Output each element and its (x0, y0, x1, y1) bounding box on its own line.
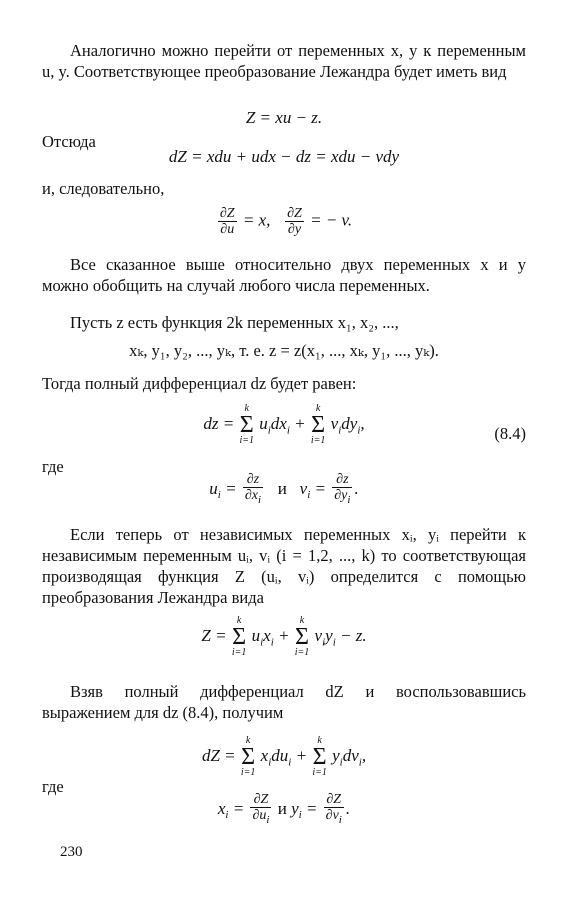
fraction-dZ-dvi: $\frac{\partial Z}{\partial v_i}$ (325, 792, 342, 826)
equation-dZ-sum: dZ = k Σ i=1 $x_idu_i$ + k Σ i=1 $y_idv_i$, (201, 735, 367, 778)
paragraph-function-z: Пусть z есть функция 2k переменных x₁, x₂, ..., (70, 313, 399, 332)
fraction-dZ-dy: $\frac{\partial Z}{\partial y}$ (287, 206, 302, 237)
equation-8-4: dz = k Σ i=1 $u_idx_i$ + k Σ i=1 $v_idy_i$, (203, 403, 365, 446)
text-gde-2: где (42, 777, 64, 796)
fraction-dz-dyi: $\frac{\partial z}{\partial y_i}$ (334, 472, 351, 506)
equation-Z-legendre: Z = k Σ i=1 $u_ix_i$ + k Σ i=1 $v_iy_i - z$. (201, 615, 367, 658)
fraction-dZ-dui: $\frac{\partial Z}{\partial u_i}$ (252, 792, 270, 826)
paragraph-total-differential-dZ: Взяв полный дифференциал dZ и воспользовавшись выражением для dz (8.4), получим (42, 682, 526, 722)
sum-symbol: k Σ i=1 (240, 735, 256, 778)
text-gde-1: где (42, 457, 64, 476)
equation-number: (8.4) (494, 424, 526, 443)
sum-symbol: k Σ i=1 (294, 615, 310, 658)
sum-symbol: k Σ i=1 (239, 403, 254, 446)
fraction-dZ-du: $\frac{\partial Z}{\partial u}$ (219, 206, 235, 237)
paragraph-generalize: Все сказанное выше относительно двух переменных x и y можно обобщить на случай любого числа переменных. (42, 255, 526, 295)
equation-legendre: Z = xu − z. (245, 108, 323, 127)
equation-u-v-partials: $u_i$ = $\frac{\partial z}{\partial x_i}$ и $v_i$ = $\frac{\partial z}{\partial y_i}$ . (209, 472, 359, 506)
paragraph-total-differential: Тогда полный дифференциал dz будет равен: (42, 374, 357, 393)
text-i-sledovatelno: и, следовательно, (42, 179, 165, 198)
text-otsyuda: Отсюда (42, 132, 96, 151)
sum-symbol: k Σ i=1 (231, 615, 247, 658)
equation-partials: $\frac{\partial Z}{\partial u}$ = x, $\frac{\partial Z}{\partial y}$ = − v. (219, 206, 353, 237)
page-number: 230 (60, 844, 83, 860)
sum-symbol: k Σ i=1 (310, 403, 326, 446)
paragraph-function-z-vars: xₖ, y₁, y₂, ..., yₖ, т. е. z = z(x₁, ..., xₖ, y₁, ..., yₖ). (129, 341, 439, 360)
paragraph-change-variables: Если теперь от независимых переменных xᵢ, yᵢ перейти к независимым переменным uᵢ, vᵢ (i = 1,2, ..., k) то соответствующая производящая функция Z (uᵢ, vᵢ) определится с помощью преобразования Лежандра вида (42, 525, 526, 607)
equation-x-y-partials: $x_i$ = $\frac{\partial Z}{\partial u_i}$ и $y_i$ = $\frac{\partial Z}{\partial v_i}$ . (217, 792, 351, 826)
paragraph-legendre-intro: Аналогично можно перейти от переменных x, y к переменным u, y. Соответствующее преобразование Лежандра будет иметь вид (42, 41, 526, 81)
fraction-dz-dxi: $\frac{\partial z}{\partial x_i}$ (244, 472, 262, 506)
equation-dZ: dZ = xdu + udx − dz = xdu − vdy (168, 147, 400, 166)
sum-symbol: k Σ i=1 (312, 735, 327, 778)
